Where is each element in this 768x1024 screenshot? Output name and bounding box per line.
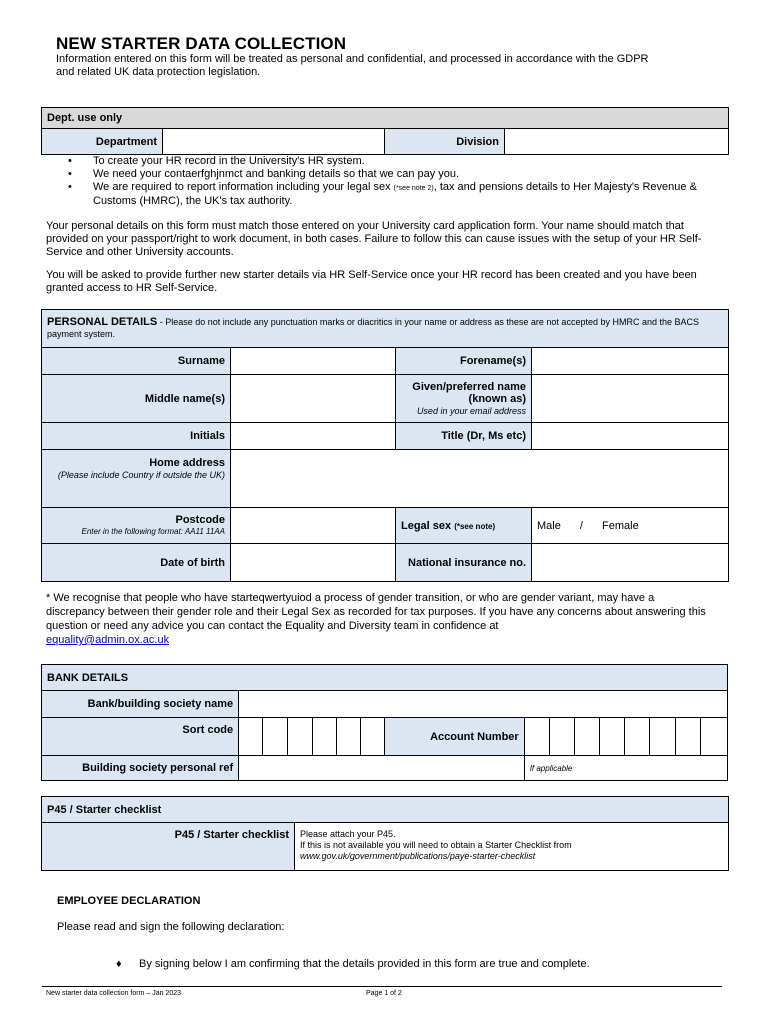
legal-sex-label: Legal sex [401,519,452,532]
personal-details-table [41,309,729,582]
bullet3-text-end: , tax and pensions details to Her Majesty's Revenue & Customs (HMRC), the UK's tax authority. [93,181,697,207]
department-field[interactable] [163,129,385,155]
account-number-digit[interactable] [549,718,574,756]
gender-note [46,591,706,647]
given-name-label: Given/preferred name (known as) [412,380,526,405]
postcode-note: Enter in the following format: AA11 11AA [81,526,225,536]
sort-code-label: Sort code [42,718,239,756]
p45-table [41,796,729,871]
account-number-digit[interactable] [650,718,675,756]
account-number-digit[interactable] [700,718,727,756]
postcode-label: Postcode [175,513,225,526]
home-address-field[interactable] [231,450,729,508]
list-item: • We need your contaerfghjnmct and banking details so that we can pay you. [68,168,708,181]
equality-email-link[interactable]: equality@admin.ox.ac.uk [46,634,170,646]
dept-table [41,107,729,155]
surname-field[interactable] [231,348,396,375]
legal-sex-options [532,508,729,544]
bank-name-field[interactable] [239,691,728,718]
sort-code-digit[interactable] [312,718,336,756]
p45-label: P45 / Starter checklist [42,823,295,871]
list-item [68,181,708,208]
sort-code-digit[interactable] [336,718,360,756]
bank-details-table [41,664,728,781]
p45-line2: If this is not available you will need to obtain a Starter Checklist from [300,840,572,850]
male-option[interactable]: Male [537,519,561,532]
title-field[interactable] [532,423,729,450]
personal-ref-field[interactable] [239,756,525,781]
personal-header-title: PERSONAL DETAILS [47,316,158,328]
bank-name-label: Bank/building society name [42,691,239,718]
given-name-field[interactable] [532,375,729,423]
legal-sex-note: (*see note) [454,521,496,531]
title-label: Title (Dr, Ms etc) [396,423,532,450]
sort-code-digit[interactable] [288,718,312,756]
sex-separator: / [579,519,583,532]
division-field[interactable] [505,129,729,155]
forename-field[interactable] [532,348,729,375]
home-address-cell [42,450,231,508]
bullet3-text: We are required to report information including your legal sex [93,181,394,193]
footer-page-number: Page 1 of 2 [366,990,402,997]
personal-details-paragraph: Your personal details on this form must match those entered on your University card application form. Your name should match that provided on your passport/right to work document, in both cases. Failure to follow this can cause issues with the setup of your HR Self-Service and other University accounts. [46,220,702,258]
given-name-note: Used in your email address [416,405,526,416]
page-title: NEW STARTER DATA COLLECTION [56,34,347,53]
dob-label: Date of birth [42,544,231,582]
initials-field[interactable] [231,423,396,450]
home-address-label: Home address [149,457,225,469]
surname-label: Surname [42,348,231,375]
forename-label: Forename(s) [396,348,532,375]
footer-divider [42,986,722,987]
postcode-field[interactable] [231,508,396,544]
footer-form-name: New starter data collection form – Jan 2023 [46,990,182,997]
given-name-cell [396,375,532,423]
ni-field[interactable] [532,544,729,582]
list-item: • To create your HR record in the University's HR system. [68,155,708,168]
account-number-digit[interactable] [625,718,650,756]
account-number-digit[interactable] [600,718,625,756]
account-number-digit[interactable] [675,718,700,756]
p45-instructions [295,823,729,871]
account-number-digit[interactable] [574,718,599,756]
declaration-instruction: Please read and sign the following declaration: [57,921,285,933]
declaration-bullet-icon: ♦ [116,958,122,970]
division-label: Division [385,129,505,155]
middle-name-label: Middle name(s) [42,375,231,423]
p45-url[interactable]: www.gov.uk/government/publications/paye-starter-checklist [300,851,536,861]
postcode-cell [42,508,231,544]
sort-code-digit[interactable] [239,718,263,756]
p45-header: P45 / Starter checklist [42,797,729,823]
middle-name-field[interactable] [231,375,396,423]
dob-field[interactable] [231,544,396,582]
see-note-2: (*see note 2) [393,185,434,192]
sort-code-digit[interactable] [360,718,384,756]
legal-sex-cell [396,508,532,544]
p45-line1: Please attach your P45. [300,829,396,839]
if-applicable-note: If applicable [524,756,727,781]
department-label: Department [42,129,163,155]
home-address-note: (Please include Country if outside the UK) [57,470,225,480]
account-number-digit[interactable] [524,718,549,756]
bank-header: BANK DETAILS [42,665,728,691]
sort-code-digit[interactable] [263,718,288,756]
declaration-header: EMPLOYEE DECLARATION [57,895,201,907]
personal-ref-label: Building society personal ref [42,756,239,781]
dept-header: Dept. use only [42,108,729,129]
purpose-list [68,155,708,208]
female-option[interactable]: Female [602,519,639,532]
gender-note-text: * We recognise that people who have starteqwertyuiod a process of gender transition, or who are gender variant, may have a discrepancy between their gender role and their Legal Sex as recorded for tax purposes. If you have any concerns about answering this question or need any advice you can contact the Equality and Diversity team in confidence at [46,592,706,632]
personal-header [42,310,729,348]
initials-label: Initials [42,423,231,450]
personal-header-note: - Please do not include any punctuation marks or diacritics in your name or address as these are not accepted by HMRC and the BACS payment system. [47,317,699,339]
ni-label: National insurance no. [396,544,532,582]
intro-text: Information entered on this form will be treated as personal and confidential, and processed in accordance with the GDPR and related UK data protection legislation. [56,53,649,78]
declaration-statement: By signing below I am confirming that the details provided in this form are true and complete. [139,958,590,970]
self-service-paragraph: You will be asked to provide further new starter details via HR Self-Service once your HR record has been created and you have been granted access to HR Self-Service. [46,269,697,294]
account-number-label: Account Number [384,718,524,756]
